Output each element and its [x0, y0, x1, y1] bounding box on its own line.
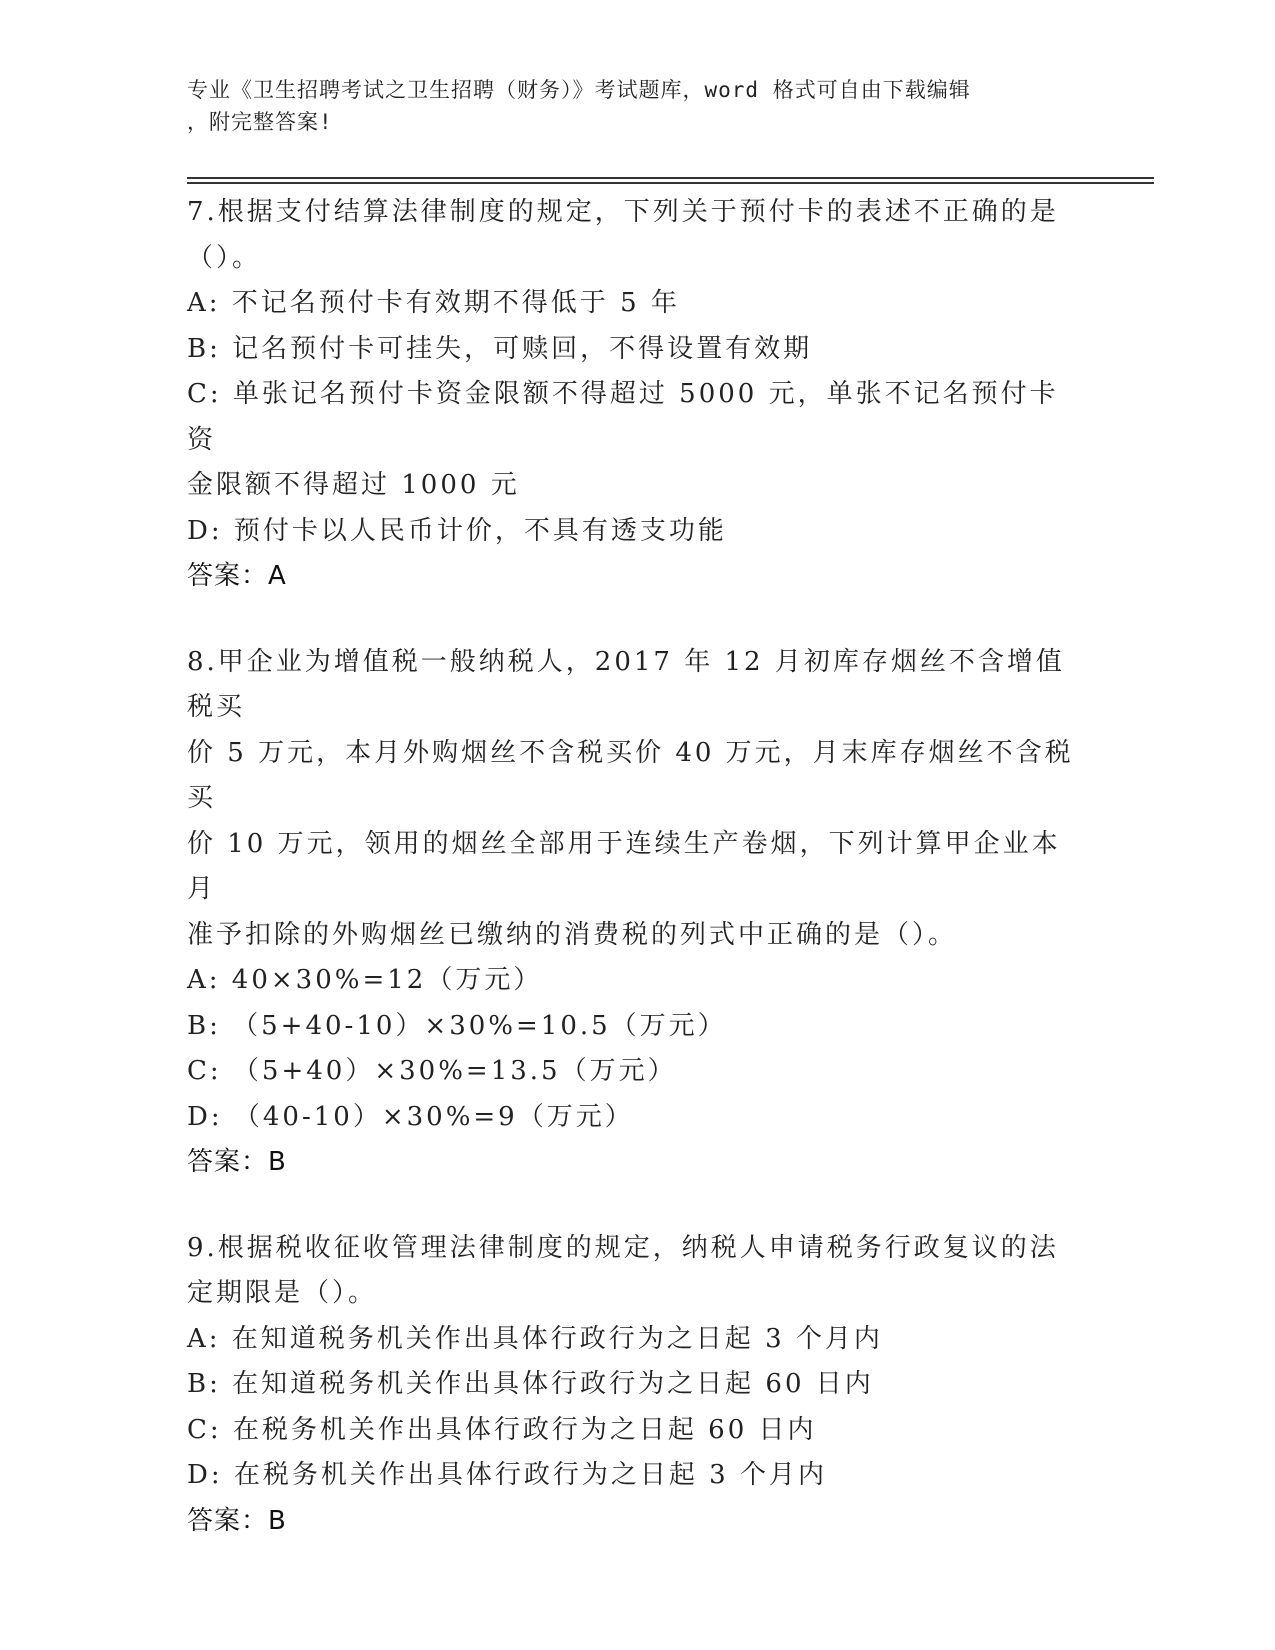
question-8 — [187, 640, 1087, 1186]
option-a: A: 在知道税务机关作出具体行政行为之日起 3 个月内 — [187, 1323, 883, 1354]
option-d: D: 在税务机关作出具体行政行为之日起 3 个月内 — [187, 1460, 827, 1490]
question-stem-line: 价 5 万元，本月外购烟丝不含税买价 40 万元，月末库存烟丝不含税买 — [187, 737, 1074, 813]
option-b: B: 记名预付卡可挂失，可赎回，不得设置有效期 — [187, 333, 813, 364]
question-stem-line: （）。 — [187, 242, 262, 273]
answer-label: 答案：A — [187, 561, 287, 591]
answer-label: 答案：B — [187, 1505, 287, 1536]
option-c: C: （5+40）×30%=13.5（万元） — [187, 1056, 677, 1086]
option-c-continued: 金限额不得超过 1000 元 — [187, 470, 520, 500]
option-d: D: 预付卡以人民币计价，不具有透支功能 — [187, 515, 727, 546]
option-d: D: （40-10）×30%=9（万元） — [187, 1101, 634, 1132]
document-header-note — [187, 74, 1067, 138]
question-stem-line: 准予扣除的外购烟丝已缴纳的消费税的列式中正确的是（）。 — [187, 919, 958, 950]
option-b: B: 在知道税务机关作出具体行政行为之日起 60 日内 — [187, 1369, 874, 1399]
option-a: A: 40×30%=12（万元） — [187, 965, 543, 995]
question-7 — [187, 190, 1087, 600]
question-stem-line: 价 10 万元，领用的烟丝全部用于连续生产卷烟，下列计算甲企业本月 — [187, 828, 1061, 904]
header-line-1: 专业《卫生招聘考试之卫生招聘（财务）》考试题库，word 格式可自由下载编辑 — [187, 78, 971, 102]
option-c: C: 在税务机关作出具体行政行为之日起 60 日内 — [187, 1414, 817, 1445]
question-9 — [187, 1226, 1087, 1545]
question-stem-line: 9.根据税收征收管理法律制度的规定，纳税人申请税务行政复议的法 — [187, 1232, 1059, 1263]
question-stem-line: 定期限是（）。 — [187, 1278, 378, 1308]
option-a: A: 不记名预付卡有效期不得低于 5 年 — [187, 288, 680, 318]
option-c: C: 单张记名预付卡资金限额不得超过 5000 元，单张不记名预付卡资 — [187, 379, 1059, 455]
question-stem-line: 8.甲企业为增值税一般纳税人，2017 年 12 月初库存烟丝不含增值税买 — [187, 646, 1065, 722]
option-b: B: （5+40-10）×30%=10.5（万元） — [187, 1010, 727, 1041]
question-list — [187, 190, 1087, 1544]
question-stem-line: 7.根据支付结算法律制度的规定，下列关于预付卡的表述不正确的是 — [187, 197, 1059, 227]
header-line-2: ，附完整答案! — [187, 110, 333, 134]
header-divider-bottom — [187, 182, 1154, 184]
answer-label: 答案：B — [187, 1147, 287, 1177]
header-divider-top — [187, 177, 1154, 179]
